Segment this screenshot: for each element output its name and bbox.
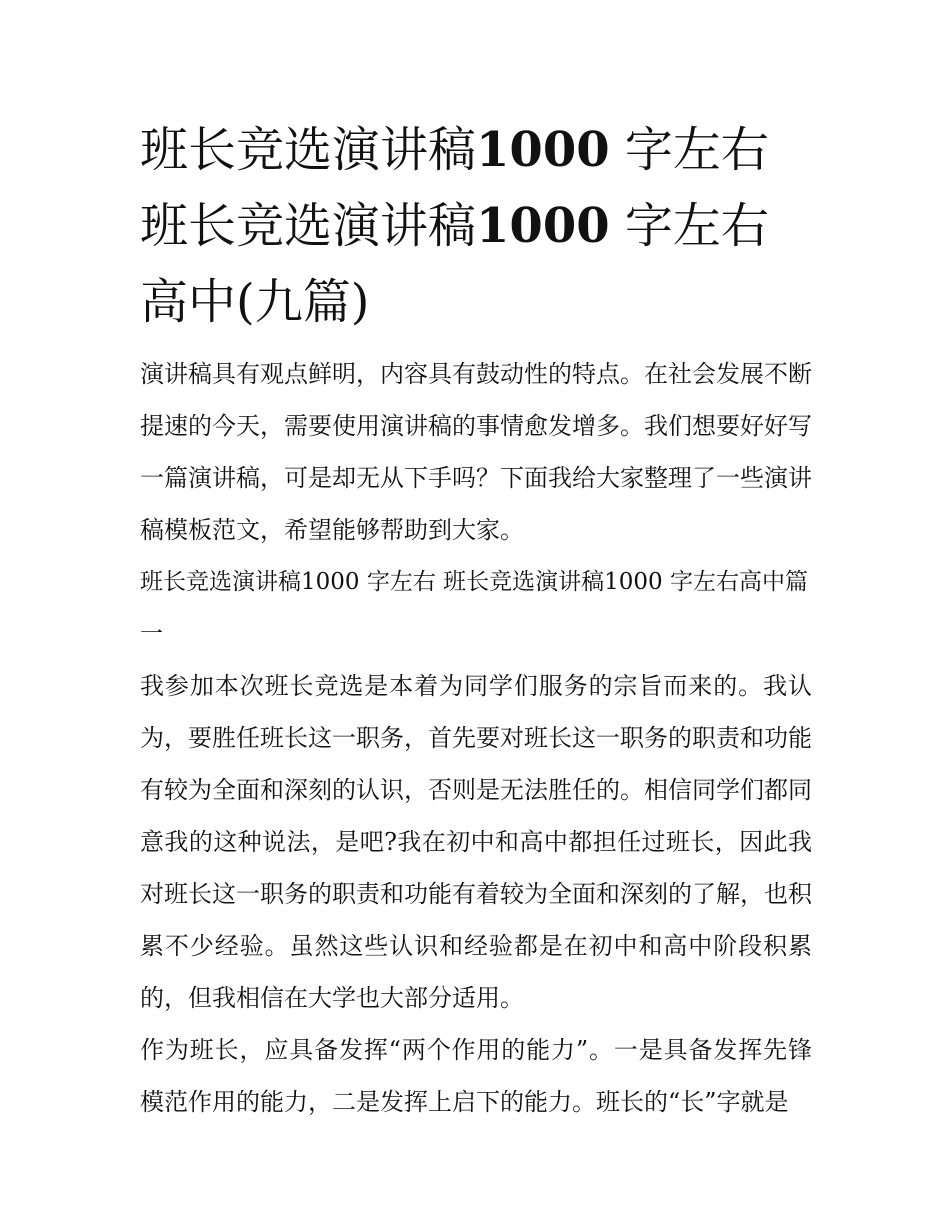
- document-page: [140, 112, 812, 1128]
- title-line-1: 班长竞选演讲稿1000 字左右: [140, 122, 769, 178]
- section-heading: 班长竞选演讲稿1000 字左右 班长竞选演讲稿1000 字左右高中篇一: [140, 569, 808, 647]
- body-paragraph-2: 作为班长，应具备发挥“两个作用的能力”。一是具备发挥先锋模范作用的能力，二是发挥上启下的能力。班长的“长”字就是: [140, 1036, 812, 1116]
- intro-paragraph: 演讲稿具有观点鲜明，内容具有鼓动性的特点。在社会发展不断提速的今天，需要使用演讲稿的事情愈发增多。我们想要好好写一篇演讲稿，可是却无从下手吗？下面我给大家整理了一些演讲稿模板范文，希望能够帮助到大家。: [140, 360, 812, 544]
- title-line-2: 班长竞选演讲稿1000 字左右高中(九篇): [140, 198, 769, 330]
- body-paragraph-1: 我参加本次班长竞选是本着为同学们服务的宗旨而来的。我认为，要胜任班长这一职务，首先要对班长这一职务的职责和功能有较为全面和深刻的认识，否则是无法胜任的。相信同学们都同意我的这种说法，是吧?我在初中和高中都担任过班长，因此我对班长这一职务的职责和功能有着较为全面和深刻的了解，也积累不少经验。虽然这些认识和经验都是在初中和高中阶段积累的，但我相信在大学也大部分适用。: [140, 672, 812, 1012]
- document-title: [140, 112, 812, 340]
